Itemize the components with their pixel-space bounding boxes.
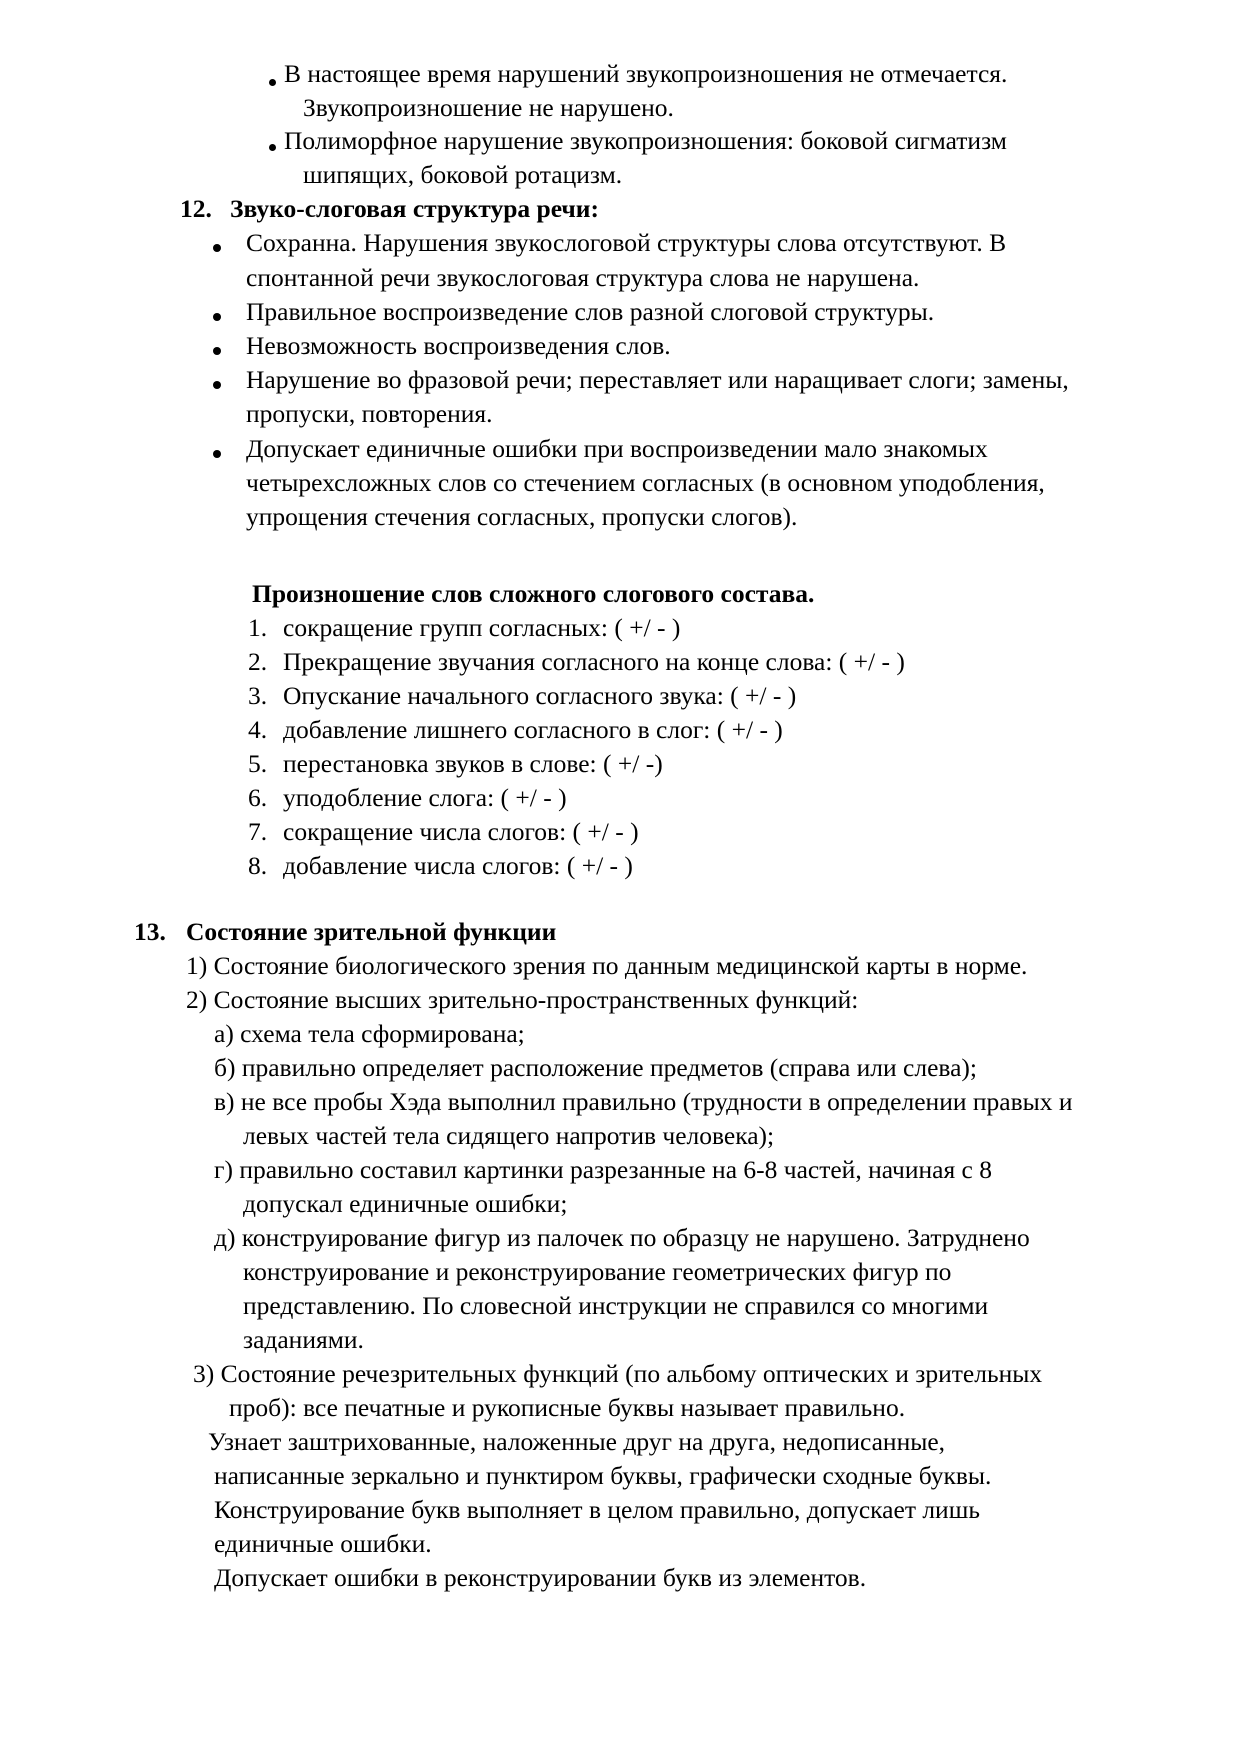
- s12-bullet-1-line-1: Сохранна. Нарушения звукослоговой структуры слова отсутствуют. В: [246, 228, 1007, 257]
- section-12-number: 12.: [180, 194, 212, 223]
- s12-bullet-5-line-1: Допускает единичные ошибки при воспроизведении мало знакомых: [246, 434, 988, 463]
- item-text: Опускание начального согласного звука: ( +/ - ): [283, 681, 797, 710]
- top-bullet-2-line-2: шипящих, боковой ротацизм.: [303, 160, 623, 189]
- bullet-dot-icon: [269, 144, 276, 151]
- section-13-title: Состояние зрительной функции: [186, 917, 557, 946]
- s13-line: заданиями.: [243, 1325, 364, 1354]
- s13-line: проб): все печатные и рукописные буквы называет правильно.: [229, 1393, 906, 1422]
- s12-bullet-3-line-1: Невозможность воспроизведения слов.: [246, 331, 671, 360]
- item-text: сокращение групп согласных: ( +/ - ): [283, 613, 681, 642]
- item-number: 7.: [248, 817, 268, 846]
- item-number: 5.: [248, 749, 268, 778]
- item-number: 4.: [248, 715, 268, 744]
- s13-line: 2) Состояние высших зрительно-пространственных функций:: [186, 985, 859, 1014]
- s13-line: левых частей тела сидящего напротив человека);: [243, 1121, 775, 1150]
- s13-line: Узнает заштрихованные, наложенные друг на друга, недописанные,: [208, 1427, 946, 1456]
- s12-bullet-1-line-2: спонтанной речи звукослоговая структура слова не нарушена.: [246, 263, 920, 292]
- s13-line: 3) Состояние речезрительных функций (по альбому оптических и зрительных: [193, 1359, 1043, 1388]
- s13-line: Конструирование букв выполняет в целом правильно, допускает лишь: [214, 1495, 980, 1524]
- s13-line: единичные ошибки.: [214, 1529, 432, 1558]
- s13-line: б) правильно определяет расположение предметов (справа или слева);: [214, 1053, 978, 1082]
- bullet-dot-icon: [269, 79, 276, 86]
- s12-bullet-5-line-2: четырехсложных слов со стечением согласных (в основном уподобления,: [246, 468, 1045, 497]
- s13-line: представлению. По словесной инструкции не справился со многими: [243, 1291, 989, 1320]
- item-text: Прекращение звучания согласного на конце слова: ( +/ - ): [283, 647, 905, 676]
- syllable-structure-subheading: Произношение слов сложного слогового состава.: [252, 579, 815, 608]
- s13-line: д) конструирование фигур из палочек по образцу не нарушено. Затруднено: [214, 1223, 1030, 1252]
- s13-line: Допускает ошибки в реконструировании букв из элементов.: [214, 1563, 867, 1592]
- section-13-number: 13.: [134, 917, 166, 946]
- item-text: сокращение числа слогов: ( +/ - ): [283, 817, 639, 846]
- s12-bullet-2-line-1: Правильное воспроизведение слов разной слоговой структуры.: [246, 297, 935, 326]
- item-text: добавление лишнего согласного в слог: ( +/ - ): [283, 715, 783, 744]
- item-text: уподобление слога: ( +/ - ): [283, 783, 567, 812]
- s12-bullet-5-line-3: упрощения стечения согласных, пропуски слогов).: [246, 502, 798, 531]
- item-number: 8.: [248, 851, 268, 880]
- bullet-dot-icon: [213, 347, 221, 355]
- s13-line: допускал единичные ошибки;: [243, 1189, 568, 1218]
- s13-line: в) не все пробы Хэда выполнил правильно (трудности в определении правых и: [214, 1087, 1073, 1116]
- s13-line: г) правильно составил картинки разрезанные на 6-8 частей, начиная с 8: [214, 1155, 992, 1184]
- section-12-title: Звуко-слоговая структура речи:: [230, 194, 599, 223]
- bullet-dot-icon: [213, 244, 221, 252]
- item-number: 3.: [248, 681, 268, 710]
- item-text: добавление числа слогов: ( +/ - ): [283, 851, 633, 880]
- item-number: 6.: [248, 783, 268, 812]
- s13-line: написанные зеркально и пунктиром буквы, графически сходные буквы.: [214, 1461, 992, 1490]
- s13-line: а) схема тела сформирована;: [214, 1019, 525, 1048]
- item-number: 1.: [248, 613, 268, 642]
- s12-bullet-4-line-2: пропуски, повторения.: [246, 399, 493, 428]
- s12-bullet-4-line-1: Нарушение во фразовой речи; переставляет или наращивает слоги; замены,: [246, 365, 1069, 394]
- s13-line: 1) Состояние биологического зрения по данным медицинской карты в норме.: [186, 951, 1028, 980]
- s13-line: конструирование и реконструирование геометрических фигур по: [243, 1257, 952, 1286]
- bullet-dot-icon: [213, 381, 221, 389]
- top-bullet-2-line-1: Полиморфное нарушение звукопроизношения: боковой сигматизм: [284, 126, 1007, 155]
- top-bullet-1-line-2: Звукопроизношение не нарушено.: [303, 93, 674, 122]
- bullet-dot-icon: [213, 450, 221, 458]
- bullet-dot-icon: [213, 313, 221, 321]
- top-bullet-1-line-1: В настоящее время нарушений звукопроизношения не отмечается.: [284, 59, 1008, 88]
- item-number: 2.: [248, 647, 268, 676]
- item-text: перестановка звуков в слове: ( +/ -): [283, 749, 663, 778]
